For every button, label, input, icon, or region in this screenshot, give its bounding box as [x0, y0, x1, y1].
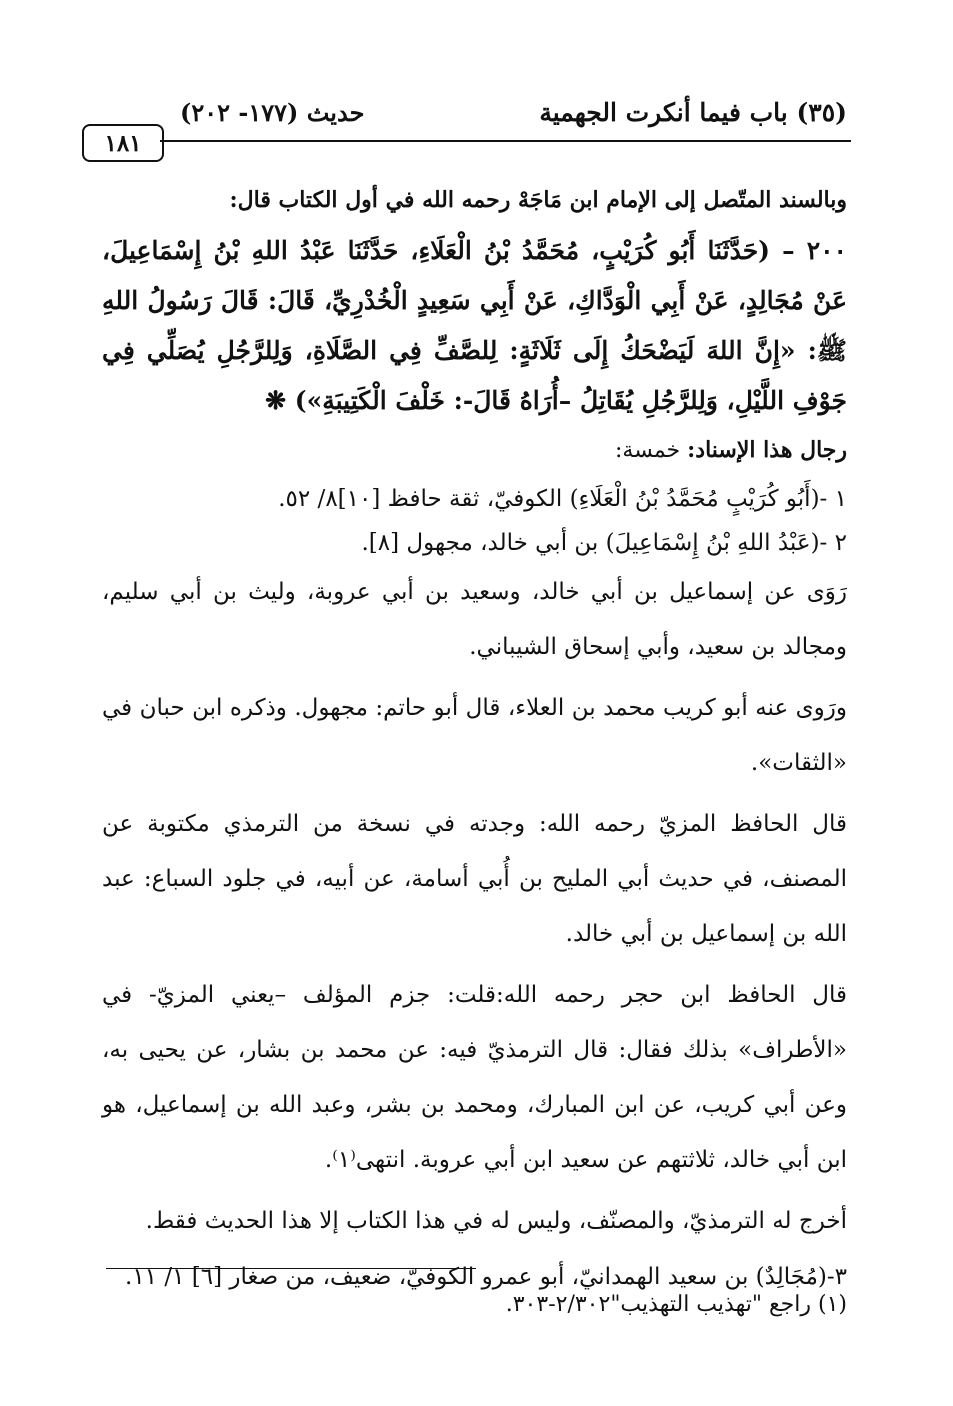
narrator-entry-2: ٢ -(عَبْدُ اللهِ بْنُ إِسْمَاعِيلَ) بن أبي خالد، مجهول [٨]. [361, 530, 847, 556]
page-number: ١٨١ [82, 124, 164, 162]
hadith-text: ٢٠٠ – (حَدَّثَنَا أَبُو كُرَيْبٍ، مُحَمَّدُ بْنُ الْعَلَاءِ، حَدَّثَنَا عَبْدُ اللهِ بْنُ إِسْمَاعِيلَ، عَنْ مُجَالِدٍ، عَنْ أَبِي الْوَدَّاكِ، عَنْ أَبِي سَعِيدٍ الْخُدْرِيِّ، قَالَ: قَالَ رَسُولُ اللهِ ﷺ: «إِنَّ اللهَ لَيَضْحَكُ إِلَى ثَلَاثَةٍ: لِلصَّفِّ فِي الصَّلَاةِ، وَلِلرَّجُلِ يُصَلِّي فِي جَوْفِ اللَّيْلِ، وَلِلرَّجُلِ يُقَاتِلُ –أُرَاهُ قَالَ-: خَلْفَ الْكَتِيبَةِ») ❋ [102, 236, 847, 415]
paragraph: ورَوى عنه أبو كريب محمد بن العلاء، قال أبو حاتم: مجهول. وذكره ابن حبان في «الثقات». [102, 695, 847, 776]
narrators-count: خمسة: [615, 438, 681, 463]
header-rule [160, 140, 851, 142]
paragraph: قال الحافظ ابن حجر رحمه الله:قلت: جزم المؤلف –يعني المزيّ- في «الأطراف» بذلك فقال: قال الترمذيّ فيه: عن محمد بن بشار، عن يحيى به، وعن أبي كريب، عن ابن المبارك، ومحمد بن بشر، وعبد الله بن إسماعيل، هو ابن أبي خالد، ثلاثتهم عن سعيد ابن أبي عروبة. انتهى⁽١⁾. [102, 982, 847, 1173]
paragraph: رَوَى عن إسماعيل بن أبي خالد، وسعيد بن أبي عروبة، وليث بن أبي سليم، ومجالد بن سعيد، وأبي إسحاق الشيباني. [102, 579, 847, 660]
narrators-label: رجال هذا الإسناد: [687, 437, 847, 463]
paragraph: أخرج له الترمذيّ، والمصنّف، وليس له في هذا الكتاب إلا هذا الحديث فقط. [145, 1208, 847, 1234]
footnote: (١) راجع "تهذيب التهذيب"٢/٣٠٢-٣٠٣. [505, 1292, 847, 1317]
chapter-title: (٣٥) باب فيما أنكرت الجهمية [539, 98, 847, 127]
footnote-rule [106, 1268, 476, 1269]
narrator-entry-3: ٣-(مُجَالِدٌ) بن سعيد الهمدانيّ، أبو عمرو الكوفيّ، ضعيف، من صغار [٦] ١/ ١١. [125, 1264, 847, 1290]
main-text [102, 178, 847, 1299]
paragraph: قال الحافظ المزيّ رحمه الله: وجدته في نسخة من الترمذي مكتوبة عن المصنف، في حديث أبي المليح بن أُبي أسامة، عن أبيه، في جلود السباع: عبد الله بن إسماعيل بن أبي خالد. [102, 811, 847, 947]
narrator-entry-1: ١ -(أَبُو كُرَيْبٍ مُحَمَّدُ بْنُ الْعَلَاءِ) الكوفيّ، ثقة حافظ [١٠]٨/ ٥٢. [278, 486, 847, 512]
hadith-range: حديث (١٧٧- ٢٠٢) [180, 98, 365, 127]
chain-intro: وبالسند المتّصل إلى الإمام ابن مَاجَهْ رحمه الله في أول الكتاب قال: [229, 187, 847, 213]
narrators-heading [102, 428, 847, 473]
